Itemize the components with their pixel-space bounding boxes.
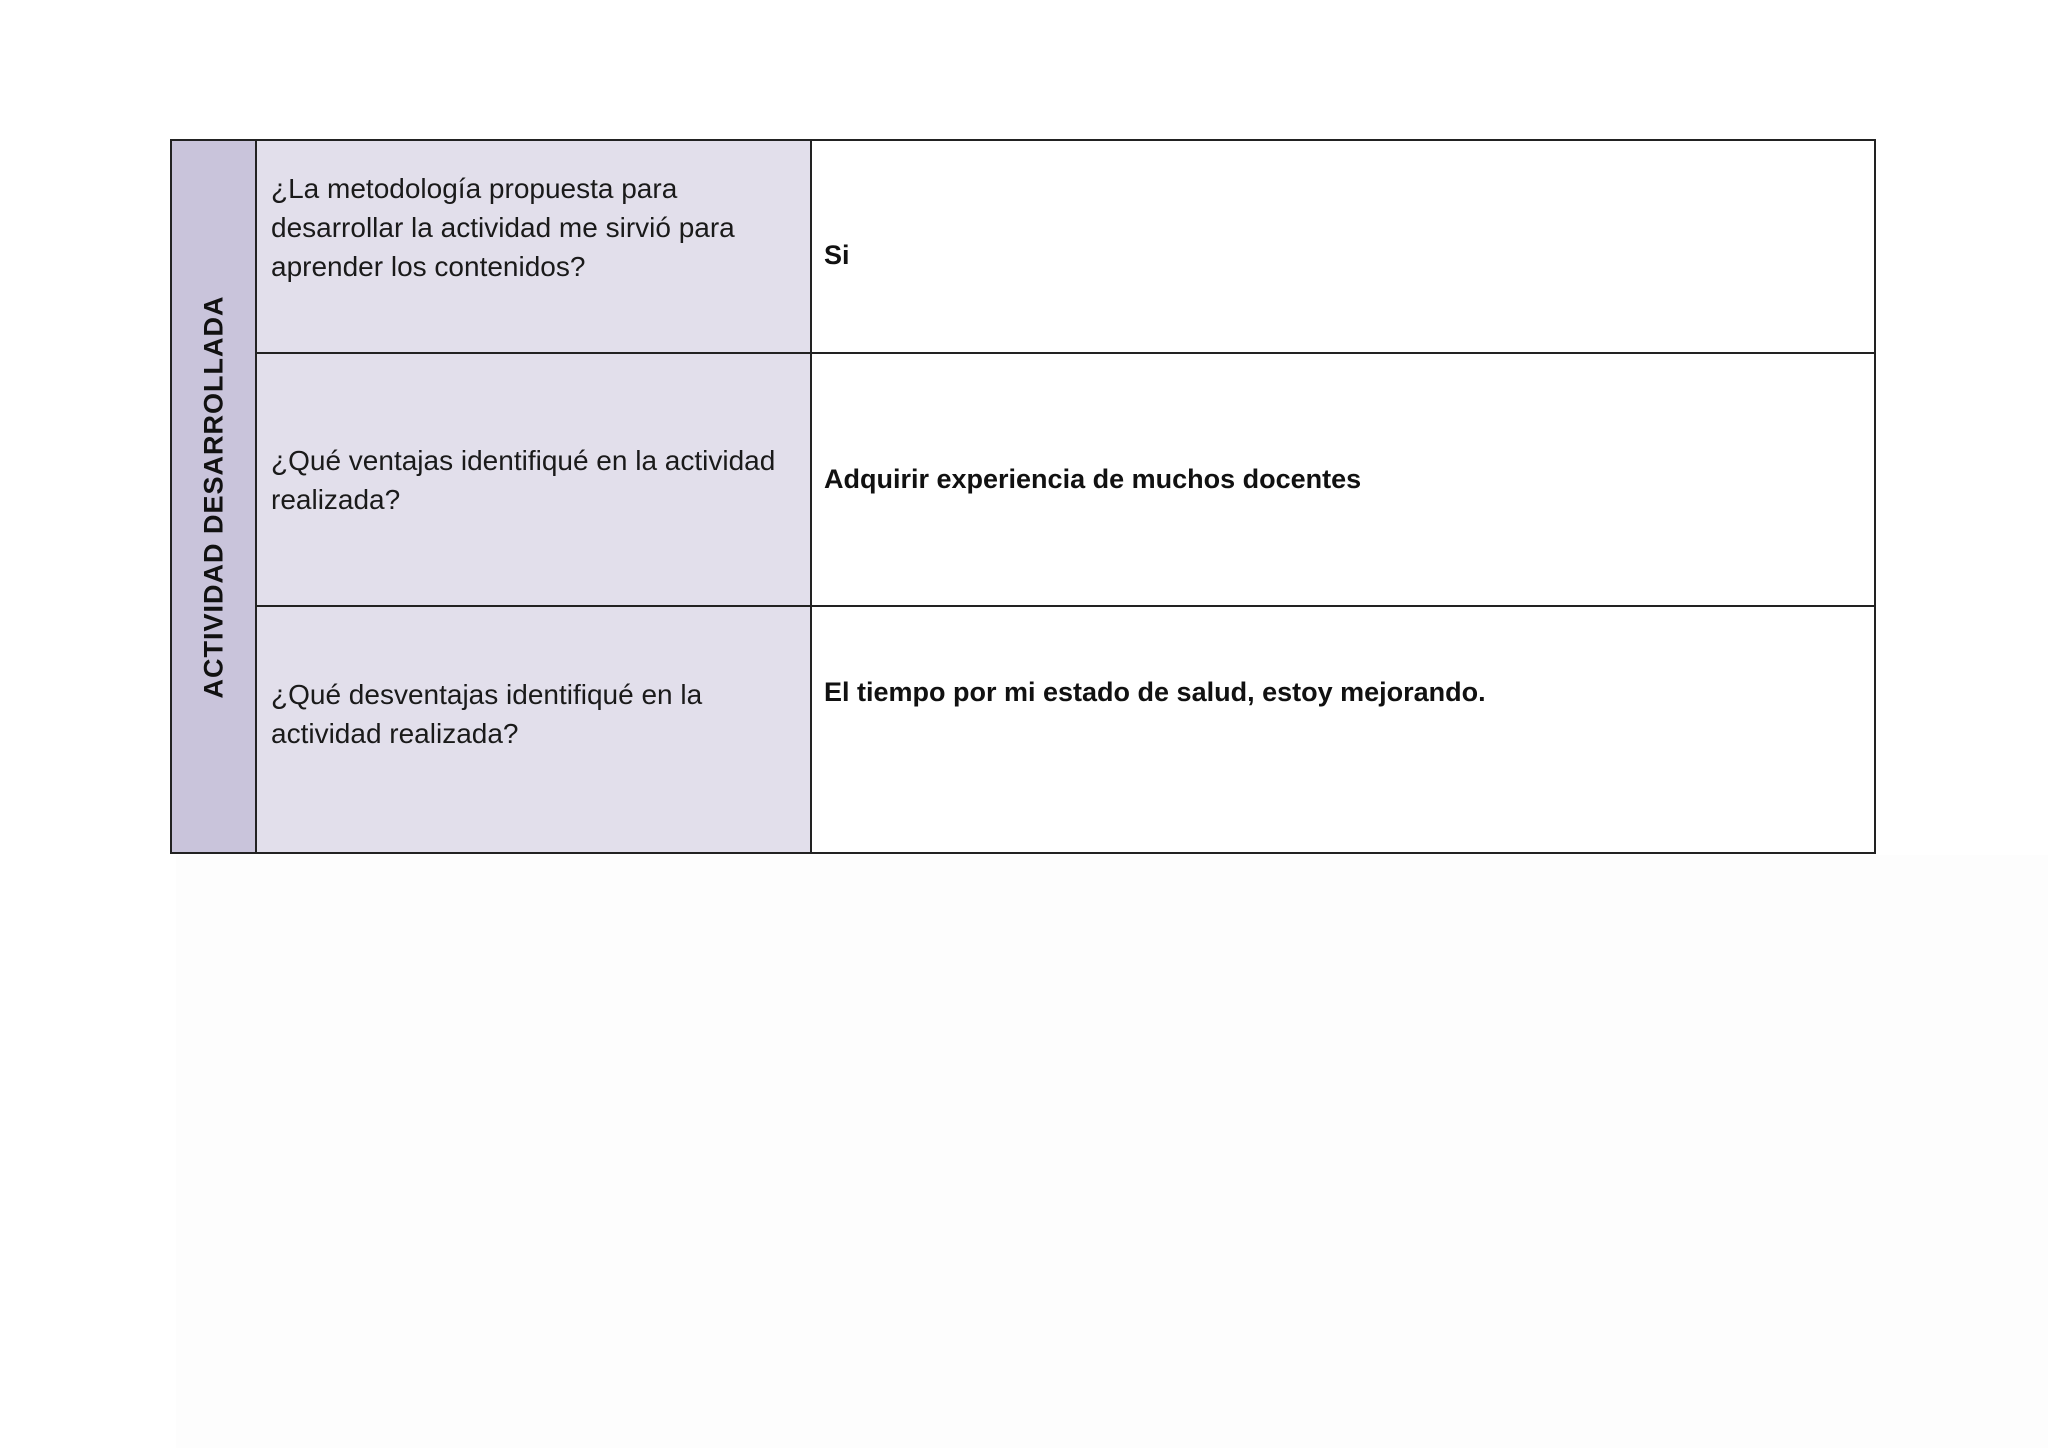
page-background-shade	[176, 855, 2048, 1448]
answer-cell-1	[812, 141, 1874, 354]
question-cell-2	[257, 354, 812, 607]
side-label-cell	[172, 141, 257, 852]
question-text-2: ¿Qué ventajas identifiqué en la actividad realizada?	[271, 444, 776, 515]
answer-text-3: El tiempo por mi estado de salud, estoy mejorando.	[824, 677, 1486, 707]
answer-text-1: Si	[824, 240, 850, 270]
answer-cell-2	[812, 354, 1874, 607]
question-cell-1	[257, 141, 812, 354]
side-label-text: ACTIVIDAD DESARROLLADA	[198, 295, 228, 698]
answer-cell-3	[812, 607, 1874, 852]
question-cell-3	[257, 607, 812, 852]
question-text-1: ¿La metodología propuesta para desarrollar la actividad me sirvió para aprender los contenidos?	[271, 173, 735, 282]
answer-text-2: Adquirir experiencia de muchos docentes	[824, 464, 1362, 494]
question-text-3: ¿Qué desventajas identifiqué en la actividad realizada?	[271, 679, 703, 749]
activity-evaluation-table	[170, 139, 1876, 854]
